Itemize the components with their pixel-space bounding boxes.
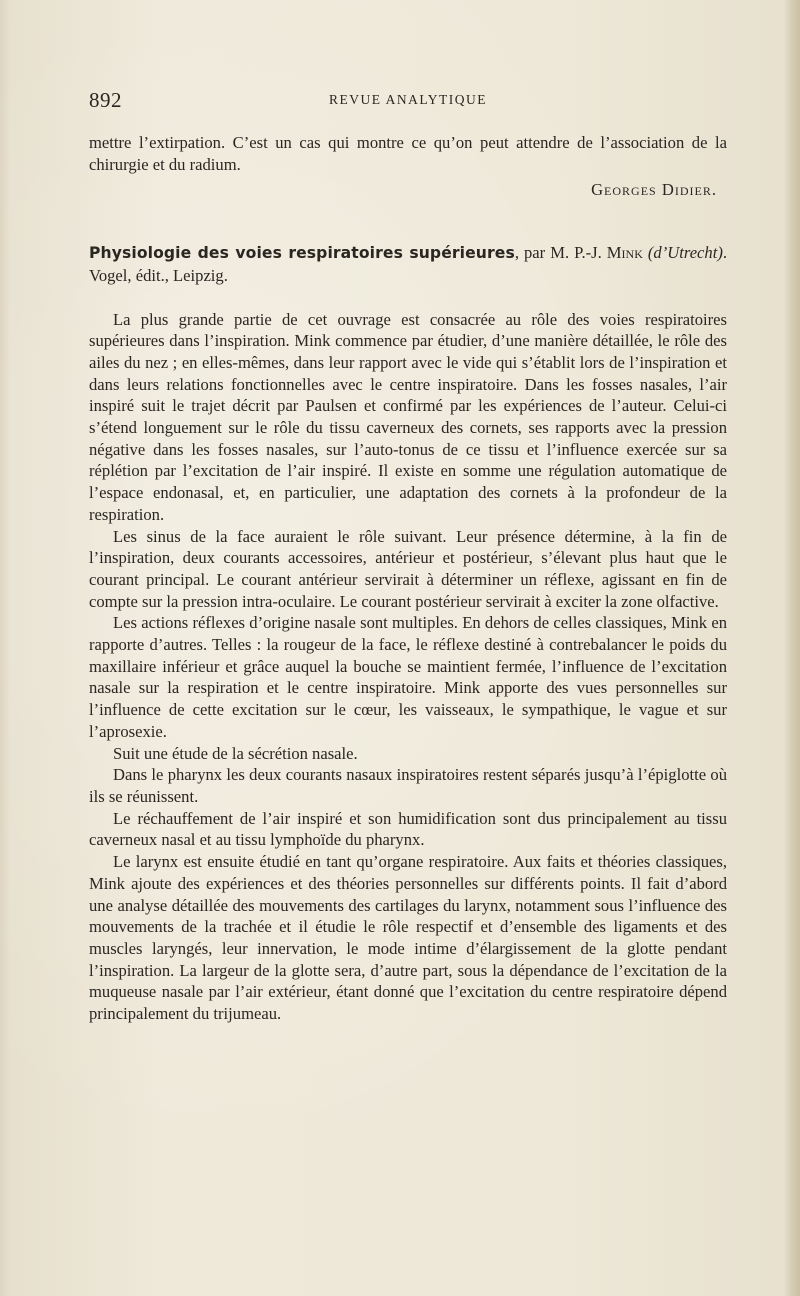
paragraph: Suit une étude de la sécrétion nasale. (113, 743, 358, 763)
entry-affiliation: (d’Utrecht) (647, 243, 723, 263)
bibliographic-entry (89, 242, 727, 286)
paragraph: Les sinus de la face auraient le rôle suivant. Leur présence détermine, à la fin de l’inspiration, deux courants accessoires, antérieur et postérieur, s’élevant plus haut que le courant principal. Le courant antérieur servirait à déterminer un réflexe, agissant en fin de compte sur la pression intra-oculaire. Le courant postérieur servirait à exciter la zone olfactive. (89, 526, 727, 611)
paragraph: Les actions réflexes d’origine nasale sont multiples. En dehors de celles classiques, Mink en rapporte d’autres. Telles : la rougeur de la face, le réflexe destiné à contrebalancer le poids du maxillaire inférieur et grâce auquel la bouche se maintient fermée, l’influence de l’excitation nasale sur la respiration et le centre inspiratoire. Mink apporte des vues personnelles sur l’influence de cette excitation sur le cœur, les vaisseaux, le sympathique, le vague et sur l’aprosexie. (89, 613, 727, 741)
entry-comma: , (514, 243, 519, 263)
previous-review-ending: mettre l’extirpation. C’est un cas qui montre ce qu’on peut attendre de l’association de la chirurgie et du radium. (89, 133, 727, 174)
paragraph: Le larynx est ensuite étudié en tant qu’organe respiratoire. Aux faits et théories classiques, Mink ajoute des expériences et des théories personnelles sur différents points. Il fait d’abord une analyse détaillée des mouvements des cartilages du larynx, notamment sous l’influence des mouvements de la trachée et il étudie le rôle respectif et d’ensemble des ligaments et des muscles laryngés, leur innervation, le mode intime d’élargissement de la glotte pendant l’inspiration. La largeur de la glotte sera, d’autre part, sous la dépendance de l’excitation de la muqueuse nasale par l’air extérieur, étant donné que l’excitation du centre respiratoire dépend principalement du trijumeau. (89, 852, 727, 1024)
entry-author: Mink (606, 243, 643, 263)
reviewer-signature: Georges Didier. (591, 180, 717, 200)
entry-by: par M. P.-J. (519, 243, 607, 263)
paragraph: La plus grande partie de cet ouvrage est consacrée au rôle des voies respiratoires supérieures dans l’inspiration. Mink commence par étudier, d’une manière détaillée, le rôle des ailes du nez ; en elles-mêmes, dans leur rapport avec le vide qui s’établit lors de l’inspiration et dans leurs relations fonctionnelles avec le centre inspiratoire. Dans les fosses nasales, l’air inspiré suit le trajet décrit par Paulsen et confirmé par les expériences de l’auteur. Celui-ci s’étend longuement sur le rôle du tissu caverneux des cornets, ses rapports avec la pression négative dans les fosses nasales, sur l’auto-tonus de ce tissu et l’influence exercée sur sa réplétion par l’excitation de l’air inspiré. Il existe en somme une régulation automatique de l’espace endonasal, et, en particulier, une adaptation des cornets à la profondeur de la respiration. (89, 309, 727, 524)
page-binding-edge (784, 0, 800, 1296)
page-left-shadow (0, 0, 10, 1296)
page-body (89, 132, 727, 1025)
entry-title: Physiologie des voies respiratoires supérieures (89, 244, 515, 263)
page-header (89, 88, 727, 114)
running-head: REVUE ANALYTIQUE (328, 92, 487, 107)
entry-publisher: . Vogel, édit., Leipzig. (89, 243, 728, 285)
paragraph: Dans le pharynx les deux courants nasaux inspiratoires restent séparés jusqu’à l’épiglotte où ils se réunissent. (89, 765, 727, 806)
paragraph: Le réchauffement de l’air inspiré et son humidification sont dus principalement au tissu caverneux nasal et au tissu lymphoïde du pharynx. (89, 808, 727, 850)
page-number: 892 (89, 88, 122, 112)
